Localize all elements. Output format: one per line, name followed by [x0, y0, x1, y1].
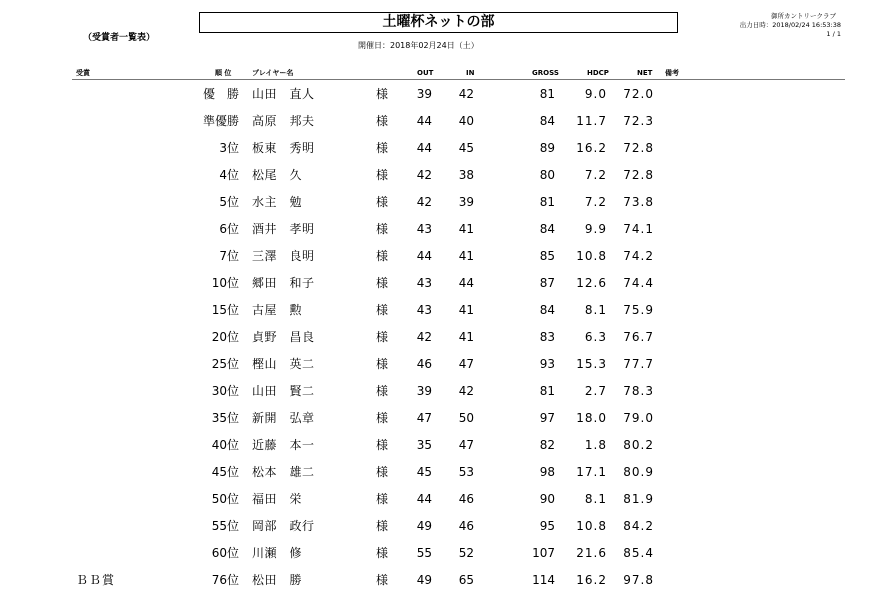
handicap-cell: 12.6 — [576, 276, 607, 290]
out-score-cell: 44 — [416, 492, 432, 506]
out-score-cell: 35 — [416, 438, 432, 452]
honorific-cell: 様 — [376, 87, 389, 101]
gross-score-cell: 84 — [539, 222, 555, 236]
in-score-cell: 45 — [458, 141, 474, 155]
honorific-cell: 様 — [376, 438, 389, 452]
honorific-cell: 様 — [376, 384, 389, 398]
net-score-cell: 81.9 — [623, 492, 654, 506]
award-cell: ＢＢ賞 — [76, 573, 116, 587]
net-score-cell: 79.0 — [623, 411, 654, 425]
handicap-cell: 9.0 — [584, 87, 607, 101]
results-table — [0, 81, 892, 594]
out-score-cell: 39 — [416, 87, 432, 101]
rank-cell: 10位 — [211, 276, 239, 290]
out-score-cell: 49 — [416, 519, 432, 533]
handicap-cell: 15.3 — [576, 357, 607, 371]
honorific-cell: 様 — [376, 195, 389, 209]
net-score-cell: 74.4 — [623, 276, 654, 290]
in-score-cell: 39 — [458, 195, 474, 209]
gross-score-cell: 81 — [539, 384, 555, 398]
player-name-cell: 樫山 英二 — [252, 357, 315, 371]
rank-cell: 準優勝 — [202, 114, 239, 128]
gross-score-cell: 80 — [539, 168, 555, 182]
gross-score-cell: 84 — [539, 114, 555, 128]
player-name-cell: 松本 雄二 — [252, 465, 315, 479]
handicap-cell: 7.2 — [584, 168, 607, 182]
page-number: 1 / 1 — [826, 30, 841, 38]
gross-score-cell: 95 — [539, 519, 555, 533]
rank-cell: 3位 — [219, 141, 239, 155]
rank-cell: 45位 — [211, 465, 239, 479]
net-score-cell: 72.8 — [623, 168, 654, 182]
out-score-cell: 43 — [416, 222, 432, 236]
in-score-cell: 46 — [458, 492, 474, 506]
honorific-cell: 様 — [376, 168, 389, 182]
honorific-cell: 様 — [376, 519, 389, 533]
table-row — [0, 297, 892, 324]
honorific-cell: 様 — [376, 222, 389, 236]
rank-cell: 優 勝 — [202, 87, 239, 101]
net-score-cell: 97.8 — [623, 573, 654, 587]
rank-cell: 60位 — [211, 546, 239, 560]
table-row — [0, 432, 892, 459]
player-name-cell: 板東 秀明 — [252, 141, 315, 155]
out-score-cell: 39 — [416, 384, 432, 398]
player-name-cell: 酒井 孝明 — [252, 222, 315, 236]
rank-cell: 15位 — [211, 303, 239, 317]
player-name-cell: 山田 賢二 — [252, 384, 315, 398]
in-score-cell: 41 — [458, 249, 474, 263]
table-row — [0, 540, 892, 567]
gross-score-cell: 85 — [539, 249, 555, 263]
rank-cell: 76位 — [211, 573, 239, 587]
rank-cell: 50位 — [211, 492, 239, 506]
gross-score-cell: 81 — [539, 87, 555, 101]
gross-score-cell: 114 — [532, 573, 555, 587]
rank-cell: 55位 — [211, 519, 239, 533]
player-name-cell: 近藤 本一 — [252, 438, 315, 452]
gross-score-cell: 98 — [539, 465, 555, 479]
in-score-cell: 42 — [458, 87, 474, 101]
player-name-cell: 岡部 政行 — [252, 519, 315, 533]
net-score-cell: 73.8 — [623, 195, 654, 209]
gross-score-cell: 97 — [539, 411, 555, 425]
honorific-cell: 様 — [376, 546, 389, 560]
net-score-cell: 76.7 — [623, 330, 654, 344]
rank-cell: 35位 — [211, 411, 239, 425]
handicap-cell: 17.1 — [576, 465, 607, 479]
honorific-cell: 様 — [376, 411, 389, 425]
out-score-cell: 44 — [416, 141, 432, 155]
out-score-cell: 43 — [416, 303, 432, 317]
honorific-cell: 様 — [376, 465, 389, 479]
out-score-cell: 42 — [416, 330, 432, 344]
table-row — [0, 324, 892, 351]
table-row — [0, 459, 892, 486]
table-row — [0, 351, 892, 378]
gross-score-cell: 87 — [539, 276, 555, 290]
held-date: 開催日：2018年02月24日（土） — [358, 41, 479, 50]
honorific-cell: 様 — [376, 141, 389, 155]
rank-cell: 6位 — [219, 222, 239, 236]
column-header-out: OUT — [417, 69, 434, 77]
table-row — [0, 567, 892, 594]
table-row — [0, 216, 892, 243]
column-header-gross: GROSS — [532, 69, 559, 77]
in-score-cell: 40 — [458, 114, 474, 128]
gross-score-cell: 81 — [539, 195, 555, 209]
column-header-net: NET — [637, 69, 653, 77]
in-score-cell: 41 — [458, 222, 474, 236]
table-row — [0, 162, 892, 189]
column-header-award: 受賞 — [76, 69, 90, 77]
header-divider — [72, 79, 845, 80]
player-name-cell: 三澤 良明 — [252, 249, 315, 263]
out-score-cell: 49 — [416, 573, 432, 587]
player-name-cell: 貞野 昌良 — [252, 330, 315, 344]
player-name-cell: 水主 勉 — [252, 195, 303, 209]
handicap-cell: 2.7 — [584, 384, 607, 398]
handicap-cell: 9.9 — [584, 222, 607, 236]
honorific-cell: 様 — [376, 303, 389, 317]
handicap-cell: 18.0 — [576, 411, 607, 425]
table-row — [0, 378, 892, 405]
handicap-cell: 7.2 — [584, 195, 607, 209]
in-score-cell: 41 — [458, 303, 474, 317]
net-score-cell: 72.0 — [623, 87, 654, 101]
player-name-cell: 松田 勝 — [252, 573, 303, 587]
club-name: 御所カントリークラブ — [771, 12, 836, 20]
in-score-cell: 38 — [458, 168, 474, 182]
net-score-cell: 84.2 — [623, 519, 654, 533]
in-score-cell: 46 — [458, 519, 474, 533]
honorific-cell: 様 — [376, 276, 389, 290]
net-score-cell: 78.3 — [623, 384, 654, 398]
rank-cell: 7位 — [219, 249, 239, 263]
table-row — [0, 405, 892, 432]
rank-cell: 4位 — [219, 168, 239, 182]
rank-cell: 40位 — [211, 438, 239, 452]
handicap-cell: 11.7 — [576, 114, 607, 128]
honorific-cell: 様 — [376, 330, 389, 344]
handicap-cell: 21.6 — [576, 546, 607, 560]
table-row — [0, 243, 892, 270]
rank-cell: 5位 — [219, 195, 239, 209]
handicap-cell: 1.8 — [584, 438, 607, 452]
player-name-cell: 福田 栄 — [252, 492, 303, 506]
net-score-cell: 74.1 — [623, 222, 654, 236]
net-score-cell: 72.3 — [623, 114, 654, 128]
net-score-cell: 75.9 — [623, 303, 654, 317]
in-score-cell: 47 — [458, 438, 474, 452]
gross-score-cell: 83 — [539, 330, 555, 344]
table-row — [0, 81, 892, 108]
table-row — [0, 270, 892, 297]
net-score-cell: 74.2 — [623, 249, 654, 263]
table-row — [0, 486, 892, 513]
handicap-cell: 8.1 — [584, 492, 607, 506]
handicap-cell: 6.3 — [584, 330, 607, 344]
table-row — [0, 189, 892, 216]
net-score-cell: 80.9 — [623, 465, 654, 479]
player-name-cell: 郷田 和子 — [252, 276, 315, 290]
net-score-cell: 80.2 — [623, 438, 654, 452]
net-score-cell: 72.8 — [623, 141, 654, 155]
column-header-player: プレイヤー名 — [252, 69, 294, 77]
out-score-cell: 44 — [416, 249, 432, 263]
out-score-cell: 55 — [416, 546, 432, 560]
honorific-cell: 様 — [376, 357, 389, 371]
out-score-cell: 46 — [416, 357, 432, 371]
table-row — [0, 513, 892, 540]
rank-cell: 20位 — [211, 330, 239, 344]
handicap-cell: 16.2 — [576, 573, 607, 587]
column-header-rank: 順 位 — [215, 69, 232, 77]
column-header-hdcp: HDCP — [587, 69, 609, 77]
in-score-cell: 50 — [458, 411, 474, 425]
player-name-cell: 古屋 勲 — [252, 303, 303, 317]
honorific-cell: 様 — [376, 573, 389, 587]
honorific-cell: 様 — [376, 492, 389, 506]
in-score-cell: 47 — [458, 357, 474, 371]
in-score-cell: 65 — [458, 573, 474, 587]
in-score-cell: 53 — [458, 465, 474, 479]
handicap-cell: 10.8 — [576, 249, 607, 263]
in-score-cell: 42 — [458, 384, 474, 398]
out-score-cell: 45 — [416, 465, 432, 479]
out-score-cell: 47 — [416, 411, 432, 425]
honorific-cell: 様 — [376, 249, 389, 263]
column-header-in: IN — [466, 69, 475, 77]
handicap-cell: 16.2 — [576, 141, 607, 155]
player-name-cell: 高原 邦夫 — [252, 114, 315, 128]
gross-score-cell: 89 — [539, 141, 555, 155]
out-score-cell: 42 — [416, 195, 432, 209]
player-name-cell: 川瀬 修 — [252, 546, 303, 560]
gross-score-cell: 82 — [539, 438, 555, 452]
handicap-cell: 10.8 — [576, 519, 607, 533]
report-subtitle: （受賞者一覧表） — [83, 33, 156, 43]
column-header-remarks: 備考 — [665, 69, 679, 77]
player-name-cell: 松尾 久 — [252, 168, 303, 182]
in-score-cell: 52 — [458, 546, 474, 560]
in-score-cell: 44 — [458, 276, 474, 290]
rank-cell: 25位 — [211, 357, 239, 371]
handicap-cell: 8.1 — [584, 303, 607, 317]
gross-score-cell: 93 — [539, 357, 555, 371]
report-title: 土曜杯ネットの部 — [199, 12, 678, 33]
in-score-cell: 41 — [458, 330, 474, 344]
table-row — [0, 108, 892, 135]
print-datetime: 出力日時：2018/02/24 16:53:38 — [739, 21, 841, 29]
gross-score-cell: 107 — [532, 546, 555, 560]
out-score-cell: 44 — [416, 114, 432, 128]
player-name-cell: 山田 直人 — [252, 87, 315, 101]
out-score-cell: 42 — [416, 168, 432, 182]
gross-score-cell: 90 — [539, 492, 555, 506]
net-score-cell: 77.7 — [623, 357, 654, 371]
gross-score-cell: 84 — [539, 303, 555, 317]
player-name-cell: 新開 弘章 — [252, 411, 315, 425]
net-score-cell: 85.4 — [623, 546, 654, 560]
out-score-cell: 43 — [416, 276, 432, 290]
table-row — [0, 135, 892, 162]
honorific-cell: 様 — [376, 114, 389, 128]
rank-cell: 30位 — [211, 384, 239, 398]
